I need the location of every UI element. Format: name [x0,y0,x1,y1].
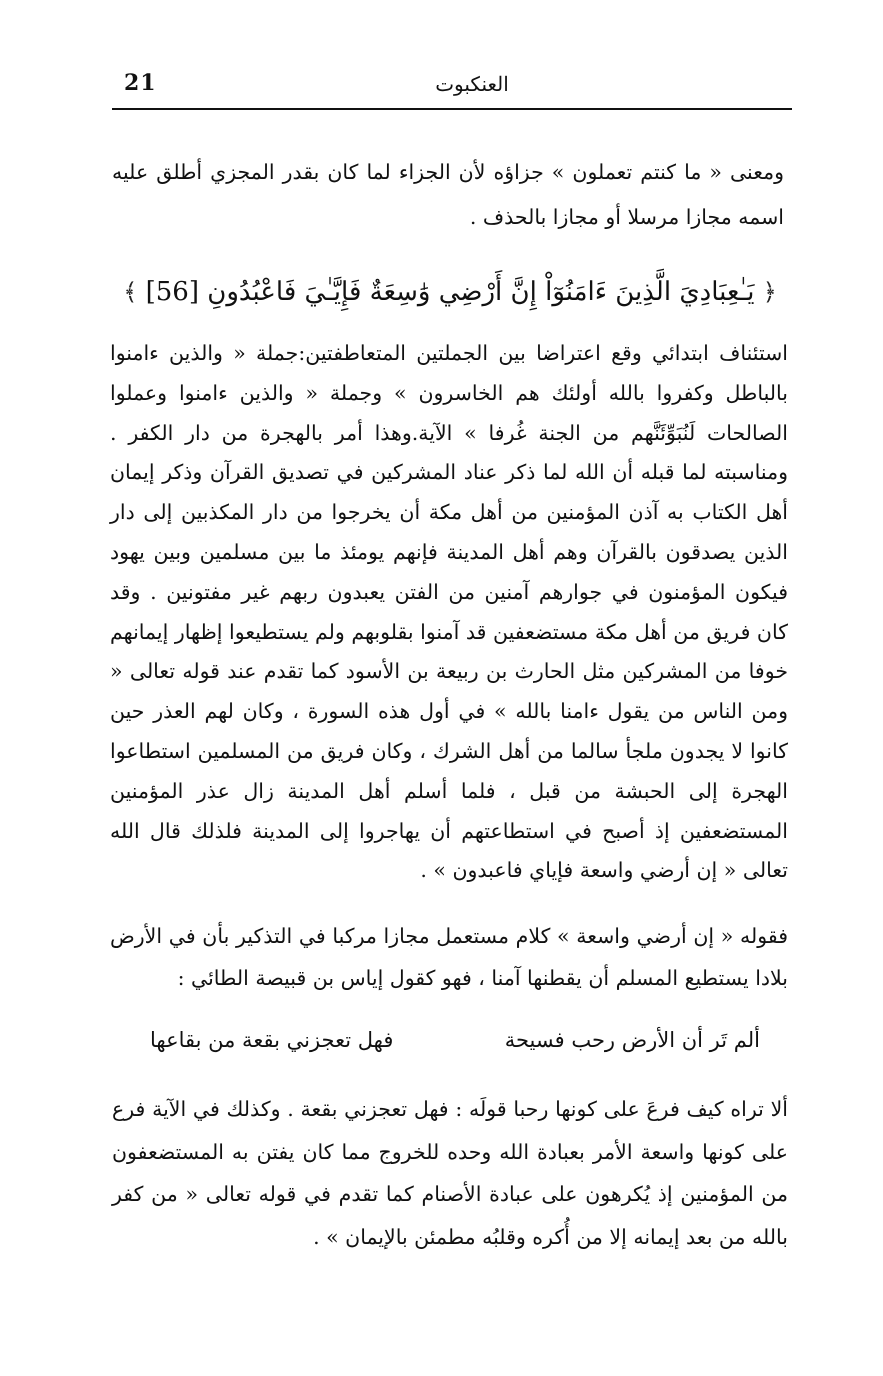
poem-first-hemistich: ألم تَر أن الأرض رحب فسيحة [504,1028,760,1052]
paragraph-2: استئناف ابتدائي وقع اعتراضا بين الجملتين المتعاطفتين:جملة « والذين ءامنوا بالباطل وكفروا بالله أولئك هم الخاسرون » وجملة « والذين ءامنوا وعملوا الصالحات لَنُبَوِّئَنَّهم من الجنة غُرفا » الآية.وهذا أمر بالهجرة من دار الكفر . ومناسبته لما قبله أن الله لما ذكر عناد المشركين في تصديق القرآن وذكر إيمان أهل الكتاب به آذن المؤمنين من أهل مكة أن يخرجوا من دار المكذبين إلى دار الذين يصدقون بالقرآن وهم أهل المدينة فإنهم يومئذ ما بين مسلمين وبين يهود فيكون المؤمنون في جوارهم آمنين من الفتن يعبدون ربهم غير مفتونين . وقد كان فريق من أهل مكة مستضعفين قد آمنوا بقلوبهم ولم يستطيعوا إظهار إيمانهم خوفا من المشركين مثل الحارث بن ربيعة بن الأسود كما تقدم عند قوله تعالى « ومن الناس من يقول ءامنا بالله » في أول هذه السورة ، وكان لهم العذر حين كانوا لا يجدون ملجأ سالما من أهل الشرك ، وكان فريق من المسلمين استطاعوا الهجرة إلى الحبشة من قبل ، فلما أسلم أهل المدينة زال عذر المؤمنين المستضعفين إذ أصبح في استطاعتهم أن يهاجروا إلى المدينة فلذلك قال الله تعالى « إن أرضي واسعة فإياي فاعبدون » . [110,341,788,883]
verse-text: يَـٰعِبَادِيَ الَّذِينَ ءَامَنُوٓاْ إِنَّ أَرْضِي وَٰسِعَةٌ فَإِيَّـٰيَ فَاعْبُدُونِ [207,277,755,307]
paragraph-3: فقوله « إن أرضي واسعة » كلام مستعمل مجازا مركبا في التذكير بأن في الأرض بلادا يستطيع المسلم أن يقطنها آمنا ، فهو كقول إياس بن قبيصة الطائي : [110,924,788,990]
poem-verse [150,1024,760,1070]
poem-second-hemistich: فهل تعجزني بقعة من بقاعها [150,1028,394,1052]
verse-close-bracket: ﴾ [123,278,138,306]
paragraph-4: ألا تراه كيف فرعَ على كونها رحبا قولَه : فهل تعجزني بقعة . وكذلك في الآية فرع على كونها واسعة الأمر بعبادة الله وحده للخروج مما كان يفتن به المستضعفون من المؤمنين إذ يُكرهون على عبادة الأصنام كما تقدم في قوله تعالى « من كفر بالله من بعد إيمانه إلا من أُكره وقلبُه مطمئن بالإيمان » . [112,1097,788,1249]
page-header [112,64,792,104]
running-title: العنكبوت [435,72,509,96]
verse-open-bracket: ﴿ [762,278,777,306]
quran-verse [110,262,790,322]
verse-number: [56] [145,277,199,307]
header-divider [112,108,792,110]
paragraph-1: ومعنى « ما كنتم تعملون » جزاؤه لأن الجزاء لما كان بقدر المجزي أطلق عليه اسمه مجازا مرسلا أو مجازا بالحذف . [112,160,784,229]
page-number: 21 [124,70,157,96]
